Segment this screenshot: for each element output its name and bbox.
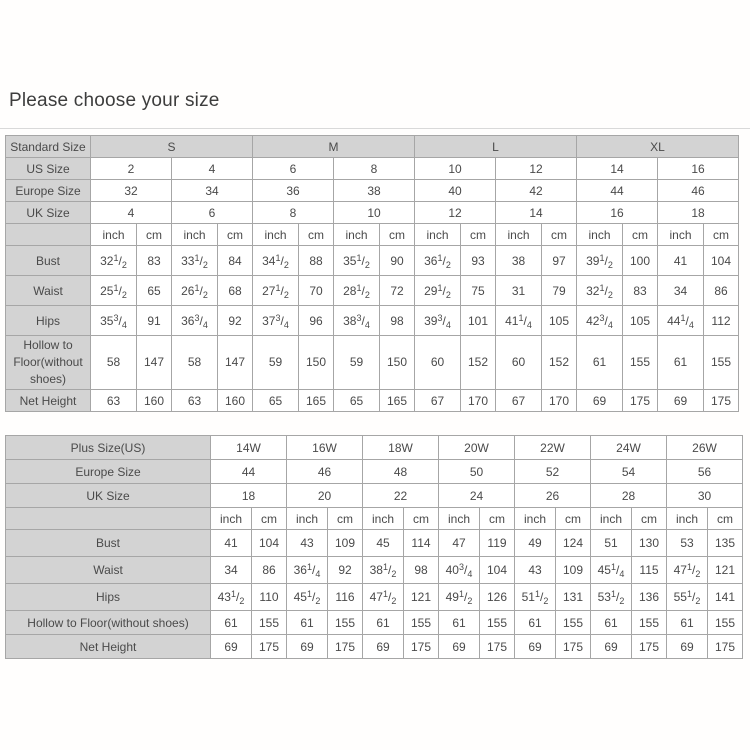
corner-label-cell: Standard Size — [6, 136, 91, 158]
size-value-cell: 16 — [577, 202, 658, 224]
measure-value-cell: 97 — [542, 246, 577, 276]
measure-value-cell: $38^3/_4$ — [334, 306, 380, 336]
unit-cell: cm — [218, 224, 253, 246]
measure-value-cell: 170 — [461, 390, 496, 412]
size-value-cell: 10 — [334, 202, 415, 224]
standard-size-table — [5, 135, 739, 412]
measure-value-cell: 175 — [252, 635, 287, 659]
measure-value-cell: $32^1/_2$ — [577, 276, 623, 306]
measure-value-cell: 34 — [658, 276, 704, 306]
measure-value-cell: 43 — [287, 530, 328, 557]
unit-cell: inch — [363, 508, 404, 530]
measure-value-cell: $44^1/_4$ — [658, 306, 704, 336]
unit-cell: cm — [137, 224, 172, 246]
measure-value-cell: 92 — [328, 557, 363, 584]
size-value-cell: 30 — [667, 484, 743, 508]
size-value-cell: 24W — [591, 436, 667, 460]
measure-value-cell: 104 — [252, 530, 287, 557]
size-value-cell: 6 — [172, 202, 253, 224]
measure-value-cell: $25^1/_2$ — [91, 276, 137, 306]
size-value-cell: 22W — [515, 436, 591, 460]
measure-value-cell: $42^3/_4$ — [577, 306, 623, 336]
row-label-cell: Net Height — [6, 635, 211, 659]
measure-value-cell: 69 — [658, 390, 704, 412]
size-value-cell: 14W — [211, 436, 287, 460]
size-value-cell: 8 — [253, 202, 334, 224]
measure-value-cell: 61 — [577, 336, 623, 390]
unit-cell: cm — [623, 224, 658, 246]
size-value-cell: 8 — [334, 158, 415, 180]
row-label-cell: UK Size — [6, 484, 211, 508]
measure-value-cell: 41 — [211, 530, 252, 557]
size-value-cell: 48 — [363, 460, 439, 484]
measure-value-cell: 98 — [380, 306, 415, 336]
measure-value-cell: 105 — [542, 306, 577, 336]
measure-value-cell: 150 — [299, 336, 334, 390]
measure-value-cell: 160 — [218, 390, 253, 412]
size-value-cell: 4 — [91, 202, 172, 224]
measure-value-cell: 110 — [252, 584, 287, 611]
size-value-cell: 12 — [496, 158, 577, 180]
unit-cell: cm — [380, 224, 415, 246]
measure-value-cell: 165 — [299, 390, 334, 412]
measure-value-cell: 147 — [137, 336, 172, 390]
measure-value-cell: $40^3/_4$ — [439, 557, 480, 584]
measure-value-cell: 34 — [211, 557, 252, 584]
measure-value-cell: 175 — [328, 635, 363, 659]
size-group-cell: M — [253, 136, 415, 158]
measure-value-cell: 61 — [211, 611, 252, 635]
unit-cell: cm — [556, 508, 591, 530]
page-title: Please choose your size — [9, 90, 220, 111]
measure-value-cell: 47 — [439, 530, 480, 557]
size-value-cell: 46 — [287, 460, 363, 484]
measure-value-cell: 58 — [172, 336, 218, 390]
measure-value-cell: 121 — [708, 557, 743, 584]
row-label-cell: Bust — [6, 246, 91, 276]
unit-cell: inch — [287, 508, 328, 530]
measure-value-cell: 155 — [252, 611, 287, 635]
unit-corner-cell — [6, 508, 211, 530]
unit-corner-cell — [6, 224, 91, 246]
measure-value-cell: $27^1/_2$ — [253, 276, 299, 306]
measure-value-cell: 61 — [363, 611, 404, 635]
size-group-cell: L — [415, 136, 577, 158]
measure-value-cell: 150 — [380, 336, 415, 390]
measure-value-cell: 69 — [439, 635, 480, 659]
measure-value-cell: 116 — [328, 584, 363, 611]
measure-value-cell: 63 — [91, 390, 137, 412]
row-label-cell: Bust — [6, 530, 211, 557]
measure-value-cell: 70 — [299, 276, 334, 306]
unit-cell: inch — [91, 224, 137, 246]
measure-value-cell: 91 — [137, 306, 172, 336]
measure-value-cell: 67 — [496, 390, 542, 412]
measure-value-cell: 83 — [137, 246, 172, 276]
measure-value-cell: 65 — [137, 276, 172, 306]
measure-value-cell: 49 — [515, 530, 556, 557]
row-label-cell: Hips — [6, 584, 211, 611]
unit-cell: cm — [328, 508, 363, 530]
size-value-cell: 14 — [577, 158, 658, 180]
size-value-cell: 34 — [172, 180, 253, 202]
measure-value-cell: 96 — [299, 306, 334, 336]
unit-cell: cm — [252, 508, 287, 530]
separator-line — [0, 128, 750, 129]
measure-value-cell: 155 — [480, 611, 515, 635]
measure-value-cell: $45^1/_2$ — [287, 584, 328, 611]
unit-cell: cm — [299, 224, 334, 246]
measure-value-cell: 31 — [496, 276, 542, 306]
measure-value-cell: $26^1/_2$ — [172, 276, 218, 306]
unit-cell: inch — [334, 224, 380, 246]
measure-value-cell: $47^1/_2$ — [667, 557, 708, 584]
size-chart-page — [0, 90, 750, 750]
measure-value-cell: 61 — [287, 611, 328, 635]
measure-value-cell: $51^1/_2$ — [515, 584, 556, 611]
unit-cell: inch — [577, 224, 623, 246]
unit-cell: cm — [461, 224, 496, 246]
row-label-cell: UK Size — [6, 202, 91, 224]
measure-value-cell: 141 — [708, 584, 743, 611]
measure-value-cell: 147 — [218, 336, 253, 390]
measure-value-cell: 69 — [211, 635, 252, 659]
measure-value-cell: 152 — [542, 336, 577, 390]
unit-cell: inch — [667, 508, 708, 530]
size-value-cell: 26 — [515, 484, 591, 508]
measure-value-cell: 68 — [218, 276, 253, 306]
measure-value-cell: 65 — [253, 390, 299, 412]
measure-value-cell: 65 — [334, 390, 380, 412]
measure-value-cell: $49^1/_2$ — [439, 584, 480, 611]
measure-value-cell: 155 — [704, 336, 739, 390]
unit-cell: inch — [253, 224, 299, 246]
unit-cell: cm — [404, 508, 439, 530]
size-value-cell: 50 — [439, 460, 515, 484]
size-value-cell: 42 — [496, 180, 577, 202]
measure-value-cell: 135 — [708, 530, 743, 557]
measure-value-cell: $39^1/_2$ — [577, 246, 623, 276]
size-value-cell: 54 — [591, 460, 667, 484]
measure-value-cell: 100 — [623, 246, 658, 276]
measure-value-cell: 61 — [439, 611, 480, 635]
plus-size-table — [5, 435, 743, 659]
measure-value-cell: 69 — [591, 635, 632, 659]
unit-cell: inch — [172, 224, 218, 246]
size-value-cell: 32 — [91, 180, 172, 202]
row-label-cell: Waist — [6, 276, 91, 306]
size-value-cell: 20 — [287, 484, 363, 508]
measure-value-cell: $36^3/_4$ — [172, 306, 218, 336]
size-value-cell: 44 — [577, 180, 658, 202]
measure-value-cell: $28^1/_2$ — [334, 276, 380, 306]
measure-value-cell: $34^1/_2$ — [253, 246, 299, 276]
measure-value-cell: 92 — [218, 306, 253, 336]
measure-value-cell: $55^1/_2$ — [667, 584, 708, 611]
measure-value-cell: 93 — [461, 246, 496, 276]
measure-value-cell: 131 — [556, 584, 591, 611]
measure-value-cell: 175 — [404, 635, 439, 659]
measure-value-cell: 41 — [658, 246, 704, 276]
measure-value-cell: 160 — [137, 390, 172, 412]
unit-cell: inch — [211, 508, 252, 530]
measure-value-cell: $37^3/_4$ — [253, 306, 299, 336]
measure-value-cell: 175 — [556, 635, 591, 659]
measure-value-cell: 170 — [542, 390, 577, 412]
measure-value-cell: $41^1/_4$ — [496, 306, 542, 336]
size-value-cell: 16 — [658, 158, 739, 180]
measure-value-cell: $47^1/_2$ — [363, 584, 404, 611]
size-value-cell: 22 — [363, 484, 439, 508]
measure-value-cell: 63 — [172, 390, 218, 412]
measure-value-cell: 175 — [623, 390, 658, 412]
unit-cell: inch — [496, 224, 542, 246]
measure-value-cell: 155 — [556, 611, 591, 635]
measure-value-cell: 59 — [253, 336, 299, 390]
size-value-cell: 46 — [658, 180, 739, 202]
row-label-cell: Waist — [6, 557, 211, 584]
size-value-cell: 26W — [667, 436, 743, 460]
measure-value-cell: 175 — [632, 635, 667, 659]
measure-value-cell: 155 — [404, 611, 439, 635]
measure-value-cell: 90 — [380, 246, 415, 276]
measure-value-cell: 69 — [515, 635, 556, 659]
measure-value-cell: 114 — [404, 530, 439, 557]
row-label-cell: Hollow to Floor(without shoes) — [6, 611, 211, 635]
measure-value-cell: $38^1/_2$ — [363, 557, 404, 584]
measure-value-cell: 155 — [328, 611, 363, 635]
measure-value-cell: $32^1/_2$ — [91, 246, 137, 276]
unit-cell: cm — [704, 224, 739, 246]
unit-cell: inch — [515, 508, 556, 530]
measure-value-cell: 109 — [328, 530, 363, 557]
measure-value-cell: 104 — [704, 246, 739, 276]
measure-value-cell: $36^1/_4$ — [287, 557, 328, 584]
measure-value-cell: 61 — [515, 611, 556, 635]
measure-value-cell: 67 — [415, 390, 461, 412]
measure-value-cell: 38 — [496, 246, 542, 276]
measure-value-cell: $43^1/_2$ — [211, 584, 252, 611]
size-value-cell: 6 — [253, 158, 334, 180]
measure-value-cell: 83 — [623, 276, 658, 306]
size-value-cell: 4 — [172, 158, 253, 180]
measure-value-cell: 175 — [480, 635, 515, 659]
unit-cell: inch — [591, 508, 632, 530]
row-label-cell: Hollow to Floor(without shoes) — [6, 336, 91, 390]
measure-value-cell: 53 — [667, 530, 708, 557]
measure-value-cell: $35^1/_2$ — [334, 246, 380, 276]
measure-value-cell: $45^1/_4$ — [591, 557, 632, 584]
measure-value-cell: 45 — [363, 530, 404, 557]
measure-value-cell: 165 — [380, 390, 415, 412]
measure-value-cell: 155 — [632, 611, 667, 635]
size-group-cell: S — [91, 136, 253, 158]
size-value-cell: 14 — [496, 202, 577, 224]
measure-value-cell: $53^1/_2$ — [591, 584, 632, 611]
unit-cell: inch — [658, 224, 704, 246]
measure-value-cell: 60 — [415, 336, 461, 390]
row-label-cell: Plus Size(US) — [6, 436, 211, 460]
measure-value-cell: 175 — [704, 390, 739, 412]
size-value-cell: 36 — [253, 180, 334, 202]
measure-value-cell: $39^3/_4$ — [415, 306, 461, 336]
size-value-cell: 2 — [91, 158, 172, 180]
size-value-cell: 10 — [415, 158, 496, 180]
measure-value-cell: 86 — [704, 276, 739, 306]
measure-value-cell: 104 — [480, 557, 515, 584]
measure-value-cell: 60 — [496, 336, 542, 390]
measure-value-cell: 86 — [252, 557, 287, 584]
measure-value-cell: 43 — [515, 557, 556, 584]
measure-value-cell: 109 — [556, 557, 591, 584]
measure-value-cell: 69 — [287, 635, 328, 659]
size-value-cell: 18 — [658, 202, 739, 224]
measure-value-cell: 58 — [91, 336, 137, 390]
size-value-cell: 12 — [415, 202, 496, 224]
measure-value-cell: 69 — [363, 635, 404, 659]
measure-value-cell: 59 — [334, 336, 380, 390]
measure-value-cell: 69 — [667, 635, 708, 659]
measure-value-cell: 175 — [708, 635, 743, 659]
unit-cell: cm — [542, 224, 577, 246]
measure-value-cell: 75 — [461, 276, 496, 306]
measure-value-cell: 88 — [299, 246, 334, 276]
measure-value-cell: $33^1/_2$ — [172, 246, 218, 276]
measure-value-cell: 130 — [632, 530, 667, 557]
measure-value-cell: $36^1/_2$ — [415, 246, 461, 276]
size-value-cell: 40 — [415, 180, 496, 202]
size-value-cell: 28 — [591, 484, 667, 508]
measure-value-cell: $29^1/_2$ — [415, 276, 461, 306]
unit-cell: inch — [415, 224, 461, 246]
unit-cell: inch — [439, 508, 480, 530]
measure-value-cell: 136 — [632, 584, 667, 611]
measure-value-cell: 115 — [632, 557, 667, 584]
measure-value-cell: 119 — [480, 530, 515, 557]
size-value-cell: 56 — [667, 460, 743, 484]
unit-cell: cm — [480, 508, 515, 530]
size-value-cell: 16W — [287, 436, 363, 460]
size-value-cell: 38 — [334, 180, 415, 202]
size-value-cell: 18W — [363, 436, 439, 460]
measure-value-cell: 61 — [658, 336, 704, 390]
size-value-cell: 44 — [211, 460, 287, 484]
row-label-cell: Europe Size — [6, 460, 211, 484]
measure-value-cell: 79 — [542, 276, 577, 306]
row-label-cell: Europe Size — [6, 180, 91, 202]
measure-value-cell: 98 — [404, 557, 439, 584]
row-label-cell: US Size — [6, 158, 91, 180]
measure-value-cell: 101 — [461, 306, 496, 336]
measure-value-cell: 61 — [591, 611, 632, 635]
size-value-cell: 52 — [515, 460, 591, 484]
measure-value-cell: 105 — [623, 306, 658, 336]
row-label-cell: Net Height — [6, 390, 91, 412]
size-group-cell: XL — [577, 136, 739, 158]
measure-value-cell: $35^3/_4$ — [91, 306, 137, 336]
measure-value-cell: 126 — [480, 584, 515, 611]
measure-value-cell: 121 — [404, 584, 439, 611]
measure-value-cell: 69 — [577, 390, 623, 412]
measure-value-cell: 84 — [218, 246, 253, 276]
measure-value-cell: 155 — [623, 336, 658, 390]
measure-value-cell: 51 — [591, 530, 632, 557]
measure-value-cell: 112 — [704, 306, 739, 336]
row-label-cell: Hips — [6, 306, 91, 336]
measure-value-cell: 152 — [461, 336, 496, 390]
measure-value-cell: 72 — [380, 276, 415, 306]
size-value-cell: 24 — [439, 484, 515, 508]
measure-value-cell: 61 — [667, 611, 708, 635]
size-value-cell: 20W — [439, 436, 515, 460]
measure-value-cell: 155 — [708, 611, 743, 635]
measure-value-cell: 124 — [556, 530, 591, 557]
unit-cell: cm — [632, 508, 667, 530]
unit-cell: cm — [708, 508, 743, 530]
size-value-cell: 18 — [211, 484, 287, 508]
